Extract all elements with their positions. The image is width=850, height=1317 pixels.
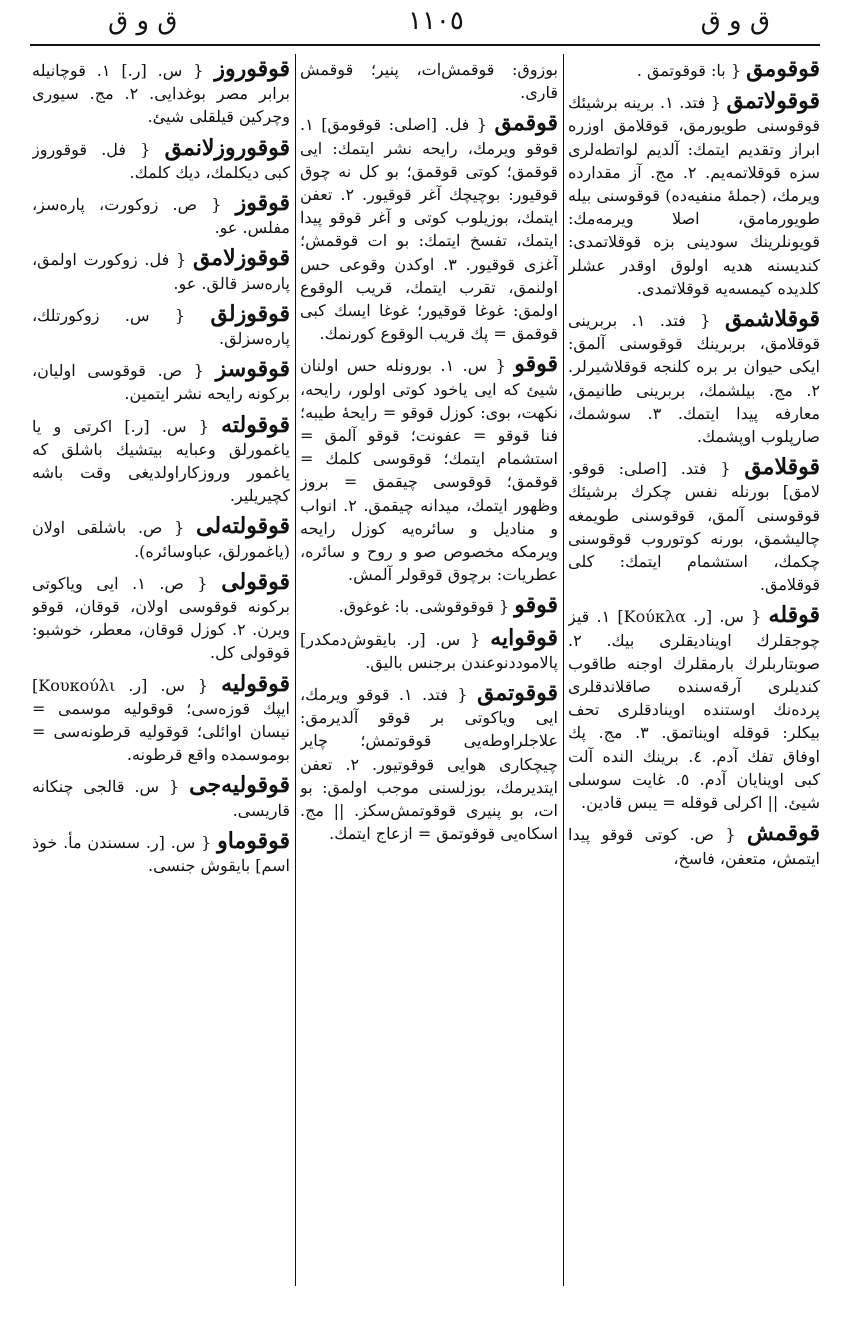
dictionary-entry <box>32 515 290 562</box>
entry-headword: قوقوايه <box>490 624 558 651</box>
entry-headword: قوقوليه <box>221 670 290 697</box>
entry-definition: { فتد. ١. برينه برشيئك قوقوسنى طويورمق، قوقلامق اوزره ابراز وتقديم ايتمك: آلدیم لواتطه‌لری سزه قوقلاتمه‌يم. ٢. مج. آز مقدارده ويرمك، (جملهٔ منفيه‌ده) قوقوسنى بيله طويورمامق، اصلا ويرمه‌مك: قويونلرينك سودينى بزه قوقلاتمدى: كنديسنه هديه اولوق اوقدر عشلر كلديده كيمسه‌يه قوقلاتمدى. <box>568 93 820 298</box>
entry-headword: قوقو <box>514 351 558 378</box>
entry-definition: { ص. باشلقى اولان (ياغمورلق، عباوسائره). <box>32 518 290 561</box>
dictionary-entry <box>568 308 820 448</box>
entry-headword: قوقو <box>514 592 558 619</box>
entry-definition: { فل. [اصلى: قوقومق] ١. قوقو ويرمك، رايحه نشر ايتمك: ايى قوقمق؛ كوتى قوقمق؛ بو كل نه چوق قوقيور: بوچيچك آغر قوقيور. ٢. تعفن ايتمك، بوزيلوب كوتى و آغر قوقو پيدا ايتمك، تفسخ ايتمك: بو ات قوقمش؛ آغزى قوقيور. ٣. اوكدن وقوعى حس اولنمق، تقرب ايتمك، قريب الوقوع اولمق: غوغا قوقيور؛ غوغا ايسك كبى قوقمق = پك قريب الوقوع كورنمك. <box>300 115 558 344</box>
entry-headword: قوقلامق <box>744 454 820 481</box>
entry-headword: قوقمش <box>746 820 820 847</box>
header-rule <box>30 44 820 46</box>
entry-headword: قوقوروزلانمق <box>164 134 290 161</box>
column-divider-right <box>563 54 564 1286</box>
dictionary-entry <box>32 134 290 184</box>
entry-headword: قوقومق <box>746 58 820 82</box>
entry-definition: { قوقوقوشى. با: غوغوق. <box>338 597 510 617</box>
entry-definition: { فتد. ١. قوقو ويرمك، ايى وياكوتى بر قوقو آلديرمق: علاجلراوطه‌يى قوقوتمش؛ چاير چيچكارى هوايى قوقوتيور. ٢. تعفن ايتديرمك، بوزلسنى موجب اولمق: بو ات، بو پنيرى قوقوتمش‌سكز. || مج. اسكاه‌يى قوقوتمق = ازعاج ايتمك. <box>300 685 558 844</box>
entry-definition: { س. زوكورتلك، پاره‌سزلق. <box>32 305 290 349</box>
running-head-right: ق و ق <box>700 6 770 36</box>
column-right <box>568 58 820 1288</box>
dictionary-entry <box>32 411 290 508</box>
running-head-left: ق و ق <box>108 6 178 36</box>
dictionary-entry <box>32 58 290 129</box>
entry-headword: قوقولى <box>221 568 290 595</box>
entry-definition: { س. [ر.] ١. قوچانيله برابر مصر بوغدايى. ٢. مج. سيورى وچركين قيلقلى شيئ. <box>32 61 290 127</box>
entry-definition: { فل. زوكورت اولمق، پاره‌سز قالق. عو. <box>32 250 290 293</box>
dictionary-entry <box>300 682 558 845</box>
entry-definition: { س. [ر. سسندن مأ. خوذ اسم] بايقوش جنسى. <box>32 832 290 876</box>
entry-definition: { فل. قوقوروز كبى ديكلمك، ديك كلمك. <box>32 139 290 182</box>
entry-definition: { س. [ر. بايقوش‌دمكدر] پالاموددنوعندن برجنس باليق. <box>300 629 558 672</box>
entry-definition: { ص. زوكورت، پاره‌سز، مفلس. عو. <box>32 195 290 238</box>
column-divider-left <box>295 54 296 1286</box>
dictionary-entry <box>32 300 290 350</box>
entry-headword: قوقولاتمق <box>726 88 820 115</box>
entry-headword: قوقوسز <box>215 356 290 383</box>
dictionary-entry <box>32 358 290 405</box>
entry-headword: قوقلاشمق <box>724 306 820 333</box>
entry-definition: { س. [ر. Κούκλα] ١. قيز چوجقلرك اويناديقلرى بيك. ٢. صوبتاربلرك بارمقلرك اوجنه طاقوب كنديلرى آرقه‌سنده صاقلاندقلرى پرده‌نك اوستنده اوينادقلرى تحف بيكلر: قوقله اويناتمق. ٣. مج. پك اوفاق تفك آدم. ٤. برينك النده آلت كبى اوينايان آدم. ٥. غايت سوسلى شيئ. || اكرلى قوقله = يبس قادين. <box>568 607 820 813</box>
entry-headword: قوقوز <box>235 190 290 217</box>
dictionary-entry <box>568 822 820 869</box>
entry-headword: قوقولته‌لى <box>196 513 290 540</box>
entry-headword: قوقولته <box>221 411 290 438</box>
dictionary-entry <box>568 90 820 300</box>
entry-definition: { س. قالجى چنكانه قاريسى. <box>32 777 290 820</box>
dictionary-entry <box>300 594 558 618</box>
dictionary-entry <box>32 827 290 877</box>
dictionary-entry <box>32 774 290 821</box>
dictionary-entry <box>300 58 558 104</box>
entry-definition: { س. [ر. Κουκούλι] ايپك قوزه‌سى؛ قوقوليه موسمى = نيسان اوائلى؛ قوقوليه قرطونه‌سى = بوموسمده واقع قرطونه. <box>32 675 290 765</box>
dictionary-entry <box>300 353 558 586</box>
entry-headword: قوقوليه‌جى <box>189 772 290 799</box>
entry-definition: { با: قوقوتمق . <box>636 61 741 80</box>
entry-definition: { فتد. ١. بربرينى قوقلامق، بربرينك قوقوسنى آلمق: ايكى حيوان بر بره كلنجه قوقلاشيرلر. ٢. مج. بيلشمك، بربرينى طانيمق، معارفه پيدا ايتمك. ٣. سوشمك، صارپلوب اوپشمك. <box>568 311 820 447</box>
entry-definition: { ص. ١. ايى وياكوتى بركونه قوقوسى اولان، قوقان، قوقو ويرن. ٢. كوزل قوقان، معطر، خوشبو: قوقولى كل. <box>32 573 290 663</box>
dictionary-entry <box>300 112 558 345</box>
entry-headword: قوقوزلامق <box>192 245 290 272</box>
dictionary-entry <box>32 568 290 665</box>
entry-definition: { ص. قوقوسى اوليان، بركونه رايحه نشر ايتمين. <box>32 361 290 404</box>
dictionary-entry <box>32 670 290 767</box>
dictionary-entry <box>568 456 820 596</box>
dictionary-entry <box>568 604 820 814</box>
entry-definition: { س. ١. بورونله حس اولنان شيئ كه ايى ياخود كوتى اولور، رايحه، نكهت، بوى: كوزل قوقو = رايحهٔ طيبه؛ فنا قوقو = عفونت؛ قوقو آلمق = استشمام ايتمك؛ قوقوسى كلمك = قوقمق؛ قوقوسى چيقمق = بروز وظهور ايتمك، ميدانه چيقمق. ٢. انواب و مناديل و سائره‌يه كوزل رايحه ويرمكه مخصوص صو و روح و سائره، عطريات: برچوق قوقولر آلمش. <box>300 356 558 585</box>
entry-headword: قوقوروز <box>214 58 290 82</box>
entry-headword: قوقوماو <box>217 827 290 854</box>
dictionary-entry <box>568 58 820 82</box>
entry-definition: بوزوق: قوقمش‌ات، پنير؛ قوقمش قارى. <box>300 60 558 103</box>
entry-headword: قوقله <box>768 602 820 629</box>
column-middle <box>300 58 558 1288</box>
column-left <box>32 58 290 1288</box>
dictionary-entry <box>300 624 558 674</box>
page-header <box>30 6 820 40</box>
entry-definition: { س. [ر.] اكرتى و يا ياغمورلق وعبايه بيتشيك باشلق كه ياغمور وروزكاراولديغى وقت باشه كچيريلير. <box>32 416 290 506</box>
entry-headword: قوقوزلق <box>210 300 290 327</box>
dictionary-entry <box>32 247 290 294</box>
entry-definition: { ص. كوتى قوقو پيدا ايتمش، متعفن، فاسخ، <box>568 825 820 868</box>
dictionary-entry <box>32 192 290 239</box>
entry-headword: قوقمق <box>494 110 558 137</box>
entry-definition: { فتد. [اصلى: قوقو. لامق] بورنله نفس چكرك برشيئك قوقوسنى آلمق، قوقوسنى طويمغه چاليشمق، بورنه كوتوروب قوقوسنى چكمك، استشمام ايتمك: كلى قوقلامق. <box>568 459 820 595</box>
entry-headword: قوقوتمق <box>477 680 558 707</box>
page-number: ١١٠٥ <box>408 6 464 36</box>
